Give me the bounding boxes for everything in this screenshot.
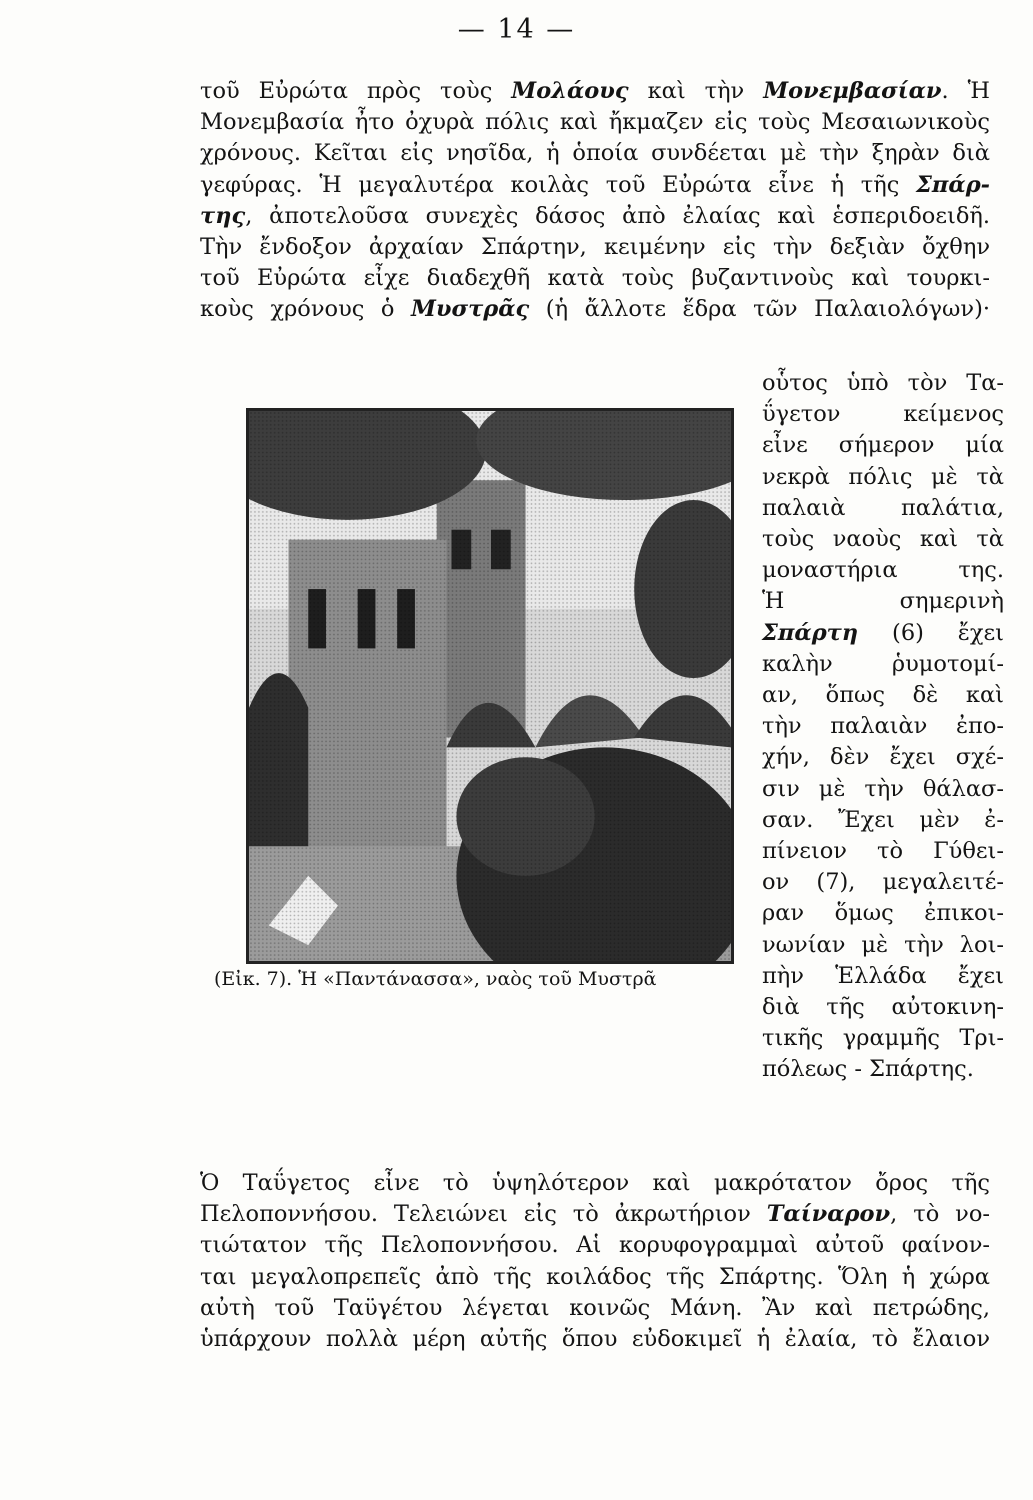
side-column-line xyxy=(762,680,1004,711)
top-paragraph-line xyxy=(200,232,990,263)
side-column-line xyxy=(762,399,1004,430)
figure-photo xyxy=(246,408,734,964)
side-column-line xyxy=(762,836,1004,867)
text-run: τὴν παλαιὰν ἐπο- xyxy=(762,713,1004,740)
side-column-line xyxy=(762,1023,1004,1054)
text-run: τιώτατον τῆς Πελοποννήσου. Αἱ κορυφογραμμαὶ αὐτοῦ φαίνον- xyxy=(200,1232,990,1259)
side-column-line xyxy=(762,805,1004,836)
side-column-line xyxy=(762,992,1004,1023)
text-run: Μονεμβασία ἦτο ὀχυρὰ πόλις καὶ ἤκμαζεν εἰς τοὺς Μεσαιωνικοὺς xyxy=(200,109,990,136)
text-run: τοῦ Εὐρώτα εἶχε διαδεχθῆ κατὰ τοὺς βυζαντινοὺς καὶ τουρκι- xyxy=(200,265,990,292)
side-column-line xyxy=(762,774,1004,805)
text-run: (ἡ ἄλλοτε ἕδρα τῶν Παλαιολόγων)· xyxy=(529,296,990,323)
side-column-line xyxy=(762,493,1004,524)
text-run: , τὸ νο- xyxy=(890,1201,990,1228)
text-run: χήν, δὲν ἔχει σχέ- xyxy=(762,744,1004,771)
text-run: καλὴν ῥυμοτομί- xyxy=(762,650,1004,677)
text-run: πίνειον τὸ Γύθει- xyxy=(762,838,1004,865)
bottom-paragraph-line xyxy=(200,1293,990,1324)
text-run: . Ἡ xyxy=(941,78,990,104)
text-run: σαν. Ἔχει μὲν ἐ- xyxy=(762,806,1004,833)
figure-caption: (Εἰκ. 7). Ἡ «Παντάνασσα», ναὸς τοῦ Μυστρᾶ xyxy=(214,968,657,990)
top-paragraph-line xyxy=(200,294,990,325)
text-run: κοὺς χρόνους ὁ xyxy=(200,296,412,323)
side-column-line xyxy=(762,867,1004,898)
emphasized-term: Μυστρᾶς xyxy=(411,296,530,323)
text-run: παλαιὰ παλάτια, xyxy=(762,494,1004,521)
side-column-line xyxy=(762,649,1004,680)
text-run: (6) ἔχει xyxy=(858,619,1004,646)
bottom-paragraph xyxy=(200,1168,990,1355)
top-paragraph-line xyxy=(200,263,990,294)
text-run: τοῦ Εὐρώτα πρὸς τοὺς xyxy=(200,78,512,104)
side-column-line xyxy=(762,898,1004,929)
side-column-line xyxy=(762,742,1004,773)
top-paragraph xyxy=(200,76,990,326)
side-column-line xyxy=(762,930,1004,961)
text-run: τοὺς ναοὺς καὶ τὰ xyxy=(762,526,1004,553)
emphasized-term: Μολάους xyxy=(511,78,629,104)
church-photo-illustration xyxy=(249,411,731,961)
bottom-paragraph-line xyxy=(200,1168,990,1199)
text-run: γεφύρας. Ἡ μεγαλυτέρα κοιλὰς τοῦ Εὐρώτα εἶνε ἡ τῆς xyxy=(200,171,916,198)
bottom-paragraph-line xyxy=(200,1230,990,1261)
text-run: ον (7), μεγαλειτέ- xyxy=(762,869,1004,896)
text-run: Ὁ Ταΰγετος εἶνε τὸ ὑψηλότερον καὶ μακρότατον ὄρος τῆς xyxy=(200,1170,990,1196)
text-run: σιν μὲ τὴν θάλασ- xyxy=(762,775,1004,802)
text-run: Τὴν ἔνδοξον ἀρχαίαν Σπάρτην, κειμένην εἰς τὴν δεξιὰν ὄχθην xyxy=(200,234,990,261)
emphasized-term: Μονεμβασίαν xyxy=(763,78,942,104)
side-column-line xyxy=(762,524,1004,555)
side-column-line xyxy=(762,961,1004,992)
side-column-line xyxy=(762,462,1004,493)
bottom-paragraph-line xyxy=(200,1199,990,1230)
text-run: χρόνους. Κεῖται εἰς νησῖδα, ἡ ὁποία συνδέεται μὲ τὴν ξηρὰν διὰ xyxy=(200,140,990,167)
emphasized-term: Σπάρτη xyxy=(762,619,859,646)
bottom-paragraph-line xyxy=(200,1324,990,1355)
side-column-line xyxy=(762,368,1004,399)
text-run: πὴν Ἑλλάδα ἔχει xyxy=(762,962,1004,989)
emphasized-term: Σπάρ- xyxy=(916,171,990,198)
side-column xyxy=(762,368,1004,1086)
page-number: — 14 — xyxy=(457,14,576,45)
text-run: οὗτος ὑπὸ τὸν Τα- xyxy=(762,370,1004,396)
side-column-line xyxy=(762,618,1004,649)
text-run: , ἀποτελοῦσα συνεχὲς δάσος ἀπὸ ἐλαίας καὶ ἑσπεριδοειδῆ. xyxy=(245,202,990,229)
text-run: μοναστήρια της. xyxy=(762,557,1004,584)
top-paragraph-line xyxy=(200,107,990,138)
text-run: αὐτὴ τοῦ Ταϋγέτου λέγεται κοινῶς Μάνη. Ἂν καὶ πετρώδης, xyxy=(200,1294,990,1321)
bottom-paragraph-line xyxy=(200,1262,990,1293)
text-run: ραν ὅμως ἐπικοι- xyxy=(762,900,1004,927)
text-run: ΰγετον κείμενος xyxy=(762,401,1004,428)
top-paragraph-line xyxy=(200,201,990,232)
text-run: νεκρὰ πόλις μὲ τὰ xyxy=(762,463,1004,490)
side-column-line xyxy=(762,1054,1004,1085)
text-run: νωνίαν μὲ τὴν λοι- xyxy=(762,931,1004,958)
side-column-line xyxy=(762,430,1004,461)
side-column-line xyxy=(762,586,1004,617)
text-run: εἶνε σήμερον μία xyxy=(762,432,1004,459)
text-run: τικῆς γραμμῆς Τρι- xyxy=(762,1025,1004,1052)
side-column-line xyxy=(762,711,1004,742)
emphasized-term: της xyxy=(200,202,246,229)
top-paragraph-line xyxy=(200,138,990,169)
text-run: ὑπάρχουν πολλὰ μέρη αὐτῆς ὅπου εὐδοκιμεῖ ἡ ἐλαία, τὸ ἔλαιον xyxy=(200,1326,990,1353)
text-run: Ἡ σημερινὴ xyxy=(762,588,1004,615)
text-run: ται μεγαλοπρεπεῖς ἀπὸ τῆς κοιλάδος τῆς Σπάρτης. Ὅλη ἡ χώρα xyxy=(200,1263,990,1290)
top-paragraph-line xyxy=(200,170,990,201)
text-run: Πελοποννήσου. Τελειώνει εἰς τὸ ἀκρωτήριον xyxy=(200,1201,767,1228)
text-run: διὰ τῆς αὐτοκινη- xyxy=(762,994,1004,1021)
text-run: καὶ τὴν xyxy=(628,78,764,104)
emphasized-term: Ταίναρον xyxy=(766,1201,891,1228)
text-run: πόλεως - Σπάρτης. xyxy=(762,1056,974,1083)
side-column-line xyxy=(762,555,1004,586)
text-run: αν, ὅπως δὲ καὶ xyxy=(762,682,1004,709)
top-paragraph-line xyxy=(200,76,990,107)
